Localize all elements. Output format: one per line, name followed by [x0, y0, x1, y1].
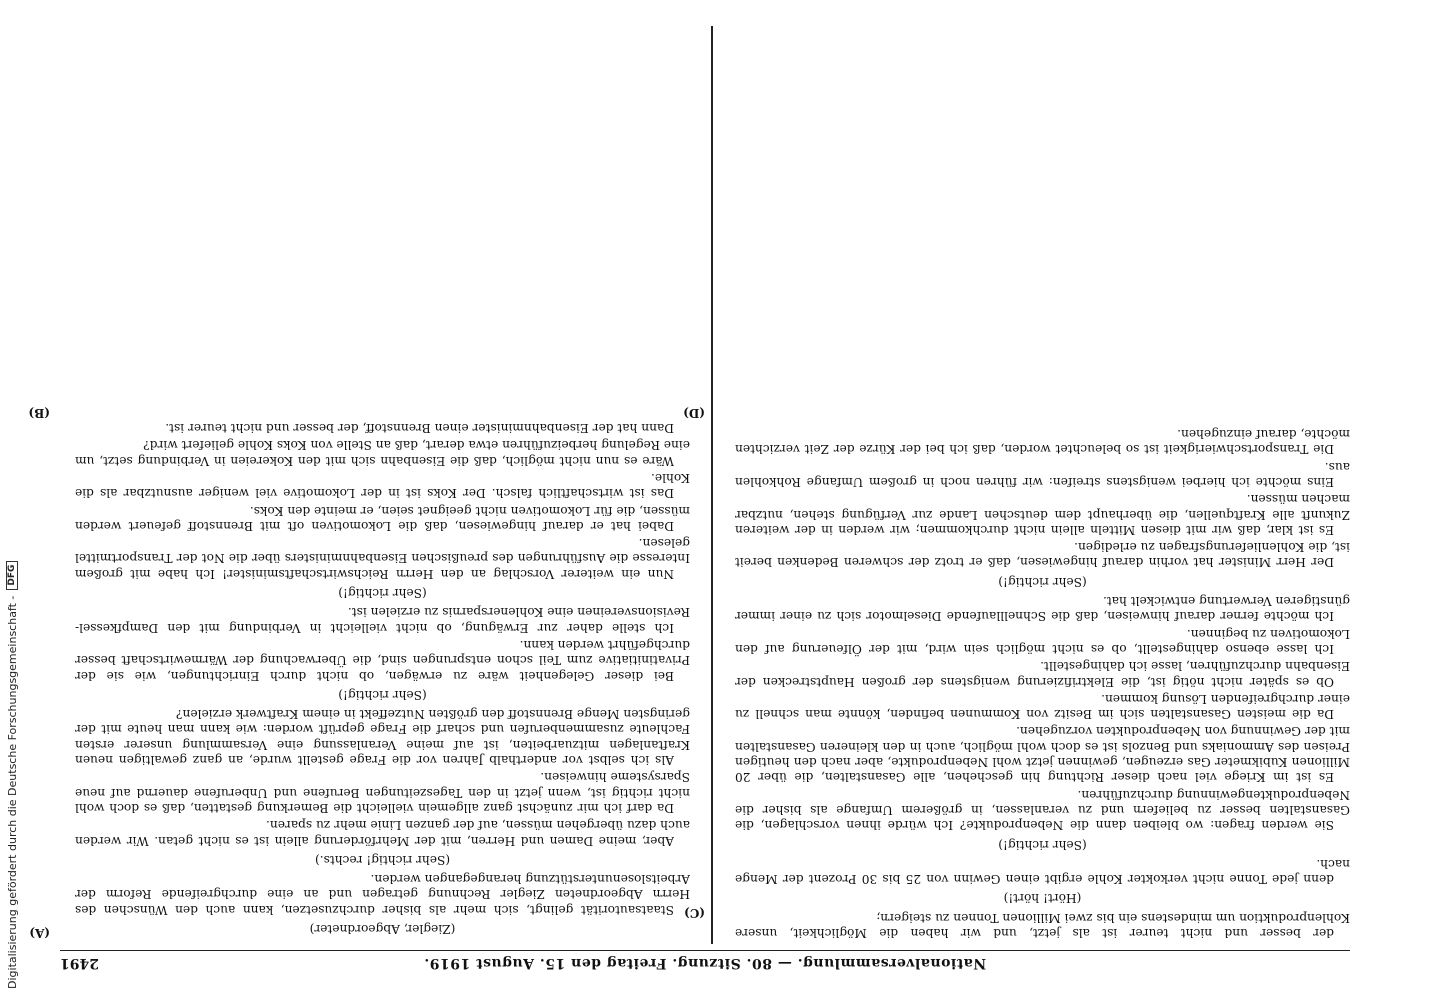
page-title: Nationalversammlung. — 80. Sitzung. Freitag den 15. August 1919. [423, 955, 987, 971]
paragraph: Nun ein weiterer Vorschlag an den Herrn Reichswirtschaftsminister! Ich habe mit großem Interesse die Ausführungen des preußischen Eisenbahnministers über die Not der Transportmittel gelesen. [75, 536, 690, 581]
paragraph: (Sehr richtig!) [338, 586, 427, 601]
digitization-credit [3, 9, 21, 989]
text-column-left [735, 30, 1350, 940]
paragraph: Ich möchte ferner darauf hinweisen, daß die Schnelllaufende Dieselmotor sich zu einer immer günstigeren Verwertung entwickelt hat. [735, 594, 1350, 624]
page-number: 2491 [60, 955, 99, 971]
margin-mark-c: (C) [684, 906, 705, 920]
paragraph: (Hört! hört!) [1003, 891, 1082, 906]
margin-mark-a: (A) [29, 926, 50, 940]
paragraph: Die Transportschwierigkeit ist so beleuchtet worden, daß ich bei der Kürze der Zeit verzichten möchte, darauf einzugehen. [735, 427, 1350, 457]
paragraph: Sie werden fragen: wo bleiben dann die Nebenprodukte? Ich würde ihnen vorschlagen, die Gasanstalten besser zu beliefern und zu veranlassen, in größerem Umfange als bisher die Nebenproduktengewinnung durchzuführen. [735, 787, 1350, 833]
paragraph: (Sehr richtig!) [338, 687, 427, 702]
scanned-page [28, 20, 1350, 980]
page-header [60, 950, 1350, 980]
paragraph: Eins möchte ich hierbei wenigstens streifen: wir führen noch in großem Umfange Rohkohlen aus. [735, 459, 1350, 489]
credit-text: Digitalisierung gefördert durch die Deutsche Forschungsgemeinschaft - [5, 595, 19, 989]
margin-mark-d: (D) [683, 406, 705, 420]
paragraph: (Sehr richtig! rechts.) [314, 852, 451, 867]
paragraph: Es ist im Kriege viel nach dieser Richtung hin geschehen, alle Gasanstalten, die über 20 Millionen Kubikmeter Gas erzeugen, gewinnen jetzt wohl Nebenprodukte, aber nach den heutigen Preisen des Ammoniaks und Benzols ist es doch wohl möglich, auch in den kleineren Gasanstalten mit der Gewinnung von Nebenprodukten vorzugehen. [735, 724, 1350, 785]
paragraph: Dann hat der Eisenbahnminister einen Brennstoff, der besser und nicht teurer ist. [165, 421, 674, 436]
paragraph: der besser und nicht teurer ist als jetzt, und wir haben die Möglichkeit, unsere Kohlenproduktion um mindestens ein bis zwei Millionen Tonnen zu steigern; [735, 910, 1350, 940]
paragraph: (Sehr richtig!) [998, 574, 1087, 589]
paragraph: Ob es später nicht nötig ist, die Elektrifizierung wenigstens der großen Hauptstrecken der Eisenbahn durchzuführen, lasse ich dahingestellt. [735, 659, 1350, 689]
paragraph: Aber, meine Damen und Herren, mit der Mehrförderung allein ist es nicht getan. Wir werden auch dazu übergehen müssen, auf der ganzen Linie mehr zu sparen. [75, 818, 690, 848]
paragraph: Ich lasse ebenso dahingestellt, ob es nicht möglich sein wird, mit der Ölfeuerung auf den Lokomotiven zu beginnen. [735, 626, 1350, 656]
paragraph: Bei dieser Gelegenheit wäre zu erwägen, ob nicht durch Einrichtungen, wie sie der Privatinitiative zum Teil schon entsprungen sind, die Überwachung der Wärmewirtschaft besser durchgeführt werden kann. [75, 637, 690, 683]
text-column-right [75, 30, 690, 940]
paragraph: Da darf ich mir zunächst ganz allgemein vielleicht die Bemerkung gestatten, daß es doch wohl nicht richtig ist, wenn jetzt in den Tageszeitungen Berufene und Unberufene dauernd auf neue Sparsysteme hinweisen. [75, 770, 690, 815]
paragraph: Staatsautorität gelingt, sich mehr als bisher durchzusetzen, kann auch den Wünschen des Herrn Abgeordneten Ziegler Rechnung getragen und an eine durchgreifende Reform der Arbeitslosenunterstützung herangegangen werden. [75, 872, 690, 917]
paragraph: (Sehr richtig!) [998, 837, 1087, 852]
paragraph: Der Herr Minister hat vorhin darauf hingewiesen, daß er trotz der schweren Bedenken bereit ist, die Kohlenlieferungsfragen zu erledigen. [735, 540, 1350, 570]
paragraph: Das ist wirtschaftlich falsch. Der Koks ist in der Lokomotive viel weniger ausnutzbar als die Kohle. [75, 470, 690, 501]
paragraph: Dabei hat er darauf hingewiesen, daß die Lokomotiven oft mit Brennstoff gefeuert werden müssen, die für Lokomotiven nicht geeignet seien, er meinte den Koks. [75, 503, 690, 533]
margin-mark-b: (B) [28, 406, 50, 420]
paragraph: denn jede Tonne nicht verkokter Kohle ergibt einen Gewinn von 25 bis 30 Prozent der Menge nach. [735, 856, 1350, 887]
column-divider [712, 26, 714, 944]
paragraph: Es ist klar, daß wir mit diesen Mitteln allein nicht durchkommen; wir werden in der weiteren Zukunft alle Kraftquellen, die überhaupt dem deutschen Lande zur Verfügung stehen, nutzbar machen müssen. [735, 492, 1350, 537]
paragraph: Ich stelle daher zur Erwägung, ob nicht vielleicht in Verbindung mit den Dampfkessel-Revisionsvereinen eine Kohlenersparnis zu erzielen ist. [75, 605, 690, 635]
paragraph: Da die meisten Gasanstalten sich im Besitz von Kommunen befinden, könnte man schnell zu einer durchgreifenden Lösung kommen. [735, 691, 1350, 722]
paragraph: (Ziegler, Abgeordneter) [309, 922, 456, 936]
dfg-logo: DFG [6, 561, 18, 590]
paragraph: Wäre es nun nicht möglich, daß die Eisenbahn sich mit den Kokereien in Verbindung setzt, um eine Regelung herbeizuführen etwa derart, daß an Stelle von Koks Kohle geliefert wird? [75, 438, 690, 468]
paragraph: Als ich selbst vor anderthalb Jahren vor die Frage gestellt wurde, an ganz gewaltigen neuen Kraftanlagen mitzuarbeiten, ist auf meine Veranlassung eine Versammlung unserer ersten Fachleute zusammenberufen und scharf die Frage geprüft worden: wie kann man heute mit der geringsten Menge Brennstoff den größten Nutzeffekt in einem Kraftwerk erzielen? [75, 707, 690, 768]
